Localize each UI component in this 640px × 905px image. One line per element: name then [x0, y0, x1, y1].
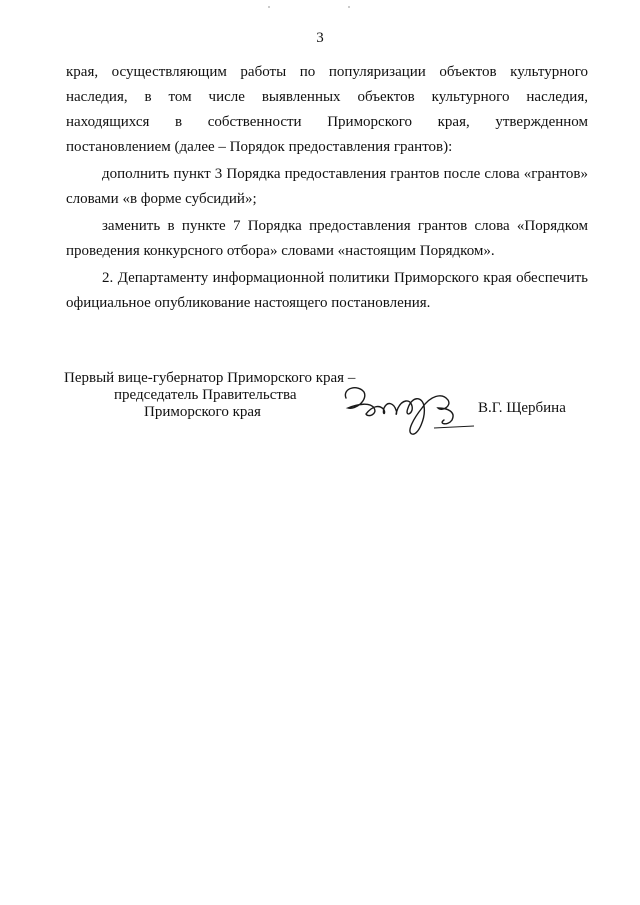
- paragraph-line: наследия, в том числе выявленных объектов культурного наследия,: [66, 89, 588, 105]
- paragraph-line: края, осуществляющим работы по популяризации объектов культурного: [66, 64, 588, 80]
- page-number: 3: [316, 30, 324, 46]
- signatory-title-line: председатель Правительства: [114, 387, 297, 403]
- handwritten-signature: [338, 378, 478, 442]
- signatory-title-line: Первый вице-губернатор Приморского края –: [64, 370, 356, 386]
- amendment-paragraph: заменить в пункте 7 Порядка предоставления грантов слова «Порядком проведения конкурсного отбора» словами «настоящим Порядком».: [66, 218, 588, 259]
- scan-mark: [268, 6, 270, 8]
- paragraph-line: находящихся в собственности Приморского края, утвержденном: [66, 114, 588, 130]
- instruction-paragraph: 2. Департаменту информационной политики Приморского края обеспечить официальное опубликование настоящего постановления.: [66, 270, 588, 311]
- signatory-title: [64, 370, 355, 421]
- signatory-name: В.Г. Щербина: [478, 400, 566, 416]
- signatory-title-line: Приморского края: [144, 404, 261, 420]
- paragraph-line: постановлением (далее – Порядок предоставления грантов):: [66, 139, 453, 155]
- scan-mark: [348, 6, 350, 8]
- amendment-paragraph: дополнить пункт 3 Порядка предоставления грантов после слова «грантов» словами «в форме субсидий»;: [66, 166, 588, 207]
